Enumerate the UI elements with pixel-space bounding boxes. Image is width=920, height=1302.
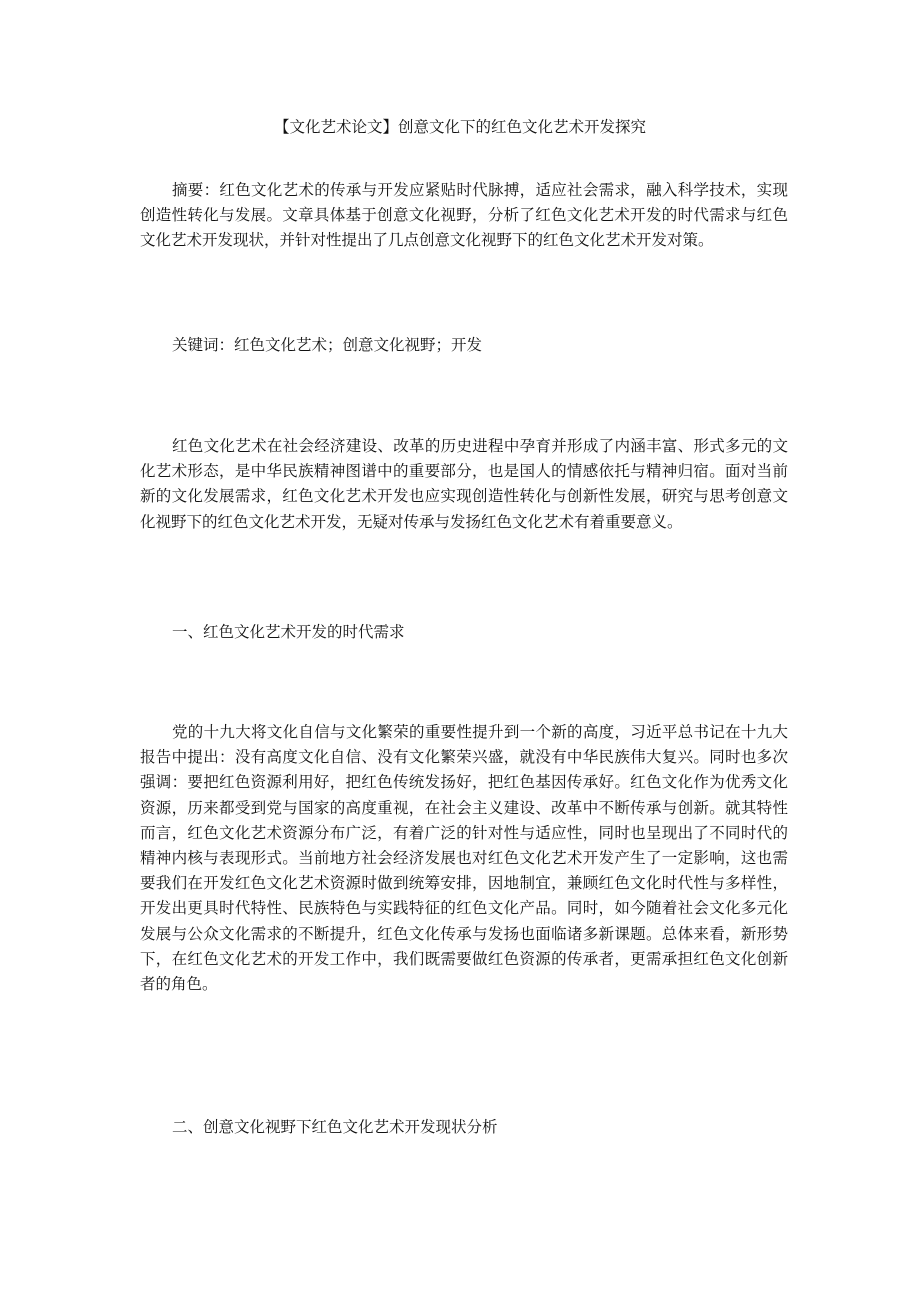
section-2-heading: 二、创意文化视野下红色文化艺术开发现状分析 bbox=[172, 1118, 498, 1136]
section-1-heading: 一、红色文化艺术开发的时代需求 bbox=[172, 623, 405, 641]
keywords-line: 关键词：红色文化艺术；创意文化视野；开发 bbox=[172, 336, 483, 354]
intro-paragraph: 红色文化艺术在社会经济建设、改革的历史进程中孕育并形成了内涵丰富、形式多元的文化艺术形态，是中华民族精神图谱中的重要部分，也是国人的情感依托与精神归宿。面对当前新的文化发展需求，红色文化艺术开发也应实现创造性转化与创新性发展，研究与思考创意文化视野下的红色文化艺术开发，无疑对传承与发扬红色文化艺术有着重要意义。 bbox=[140, 437, 788, 531]
section-1-body: 党的十九大将文化自信与文化繁荣的重要性提升到一个新的高度，习近平总书记在十九大报告中提出：没有高度文化自信、没有文化繁荣兴盛，就没有中华民族伟大复兴。同时也多次强调：要把红色资源利用好，把红色传统发扬好，把红色基因传承好。红色文化作为优秀文化资源，历来都受到党与国家的高度重视，在社会主义建设、改革中不断传承与创新。就其特性而言，红色文化艺术资源分布广泛，有着广泛的针对性与适应性，同时也呈现出了不同时代的精神内核与表现形式。当前地方社会经济发展也对红色文化艺术开发产生了一定影响，这也需要我们在开发红色文化艺术资源时做到统筹安排，因地制宜，兼顾红色文化时代性与多样性，开发出更具时代特性、民族特色与实践特征的红色文化产品。同时，如今随着社会文化多元化发展与公众文化需求的不断提升，红色文化传承与发扬也面临诸多新课题。总体来看，新形势下，在红色文化艺术的开发工作中，我们既需要做红色资源的传承者，更需承担红色文化创新者的角色。 bbox=[140, 723, 788, 994]
document-title: 【文化艺术论文】创意文化下的红色文化艺术开发探究 bbox=[273, 118, 646, 136]
abstract-paragraph: 摘要：红色文化艺术的传承与开发应紧贴时代脉搏，适应社会需求，融入科学技术，实现创造性转化与发展。文章具体基于创意文化视野，分析了红色文化艺术开发的时代需求与红色文化艺术开发现状，并针对性提出了几点创意文化视野下的红色文化艺术开发对策。 bbox=[140, 181, 788, 250]
